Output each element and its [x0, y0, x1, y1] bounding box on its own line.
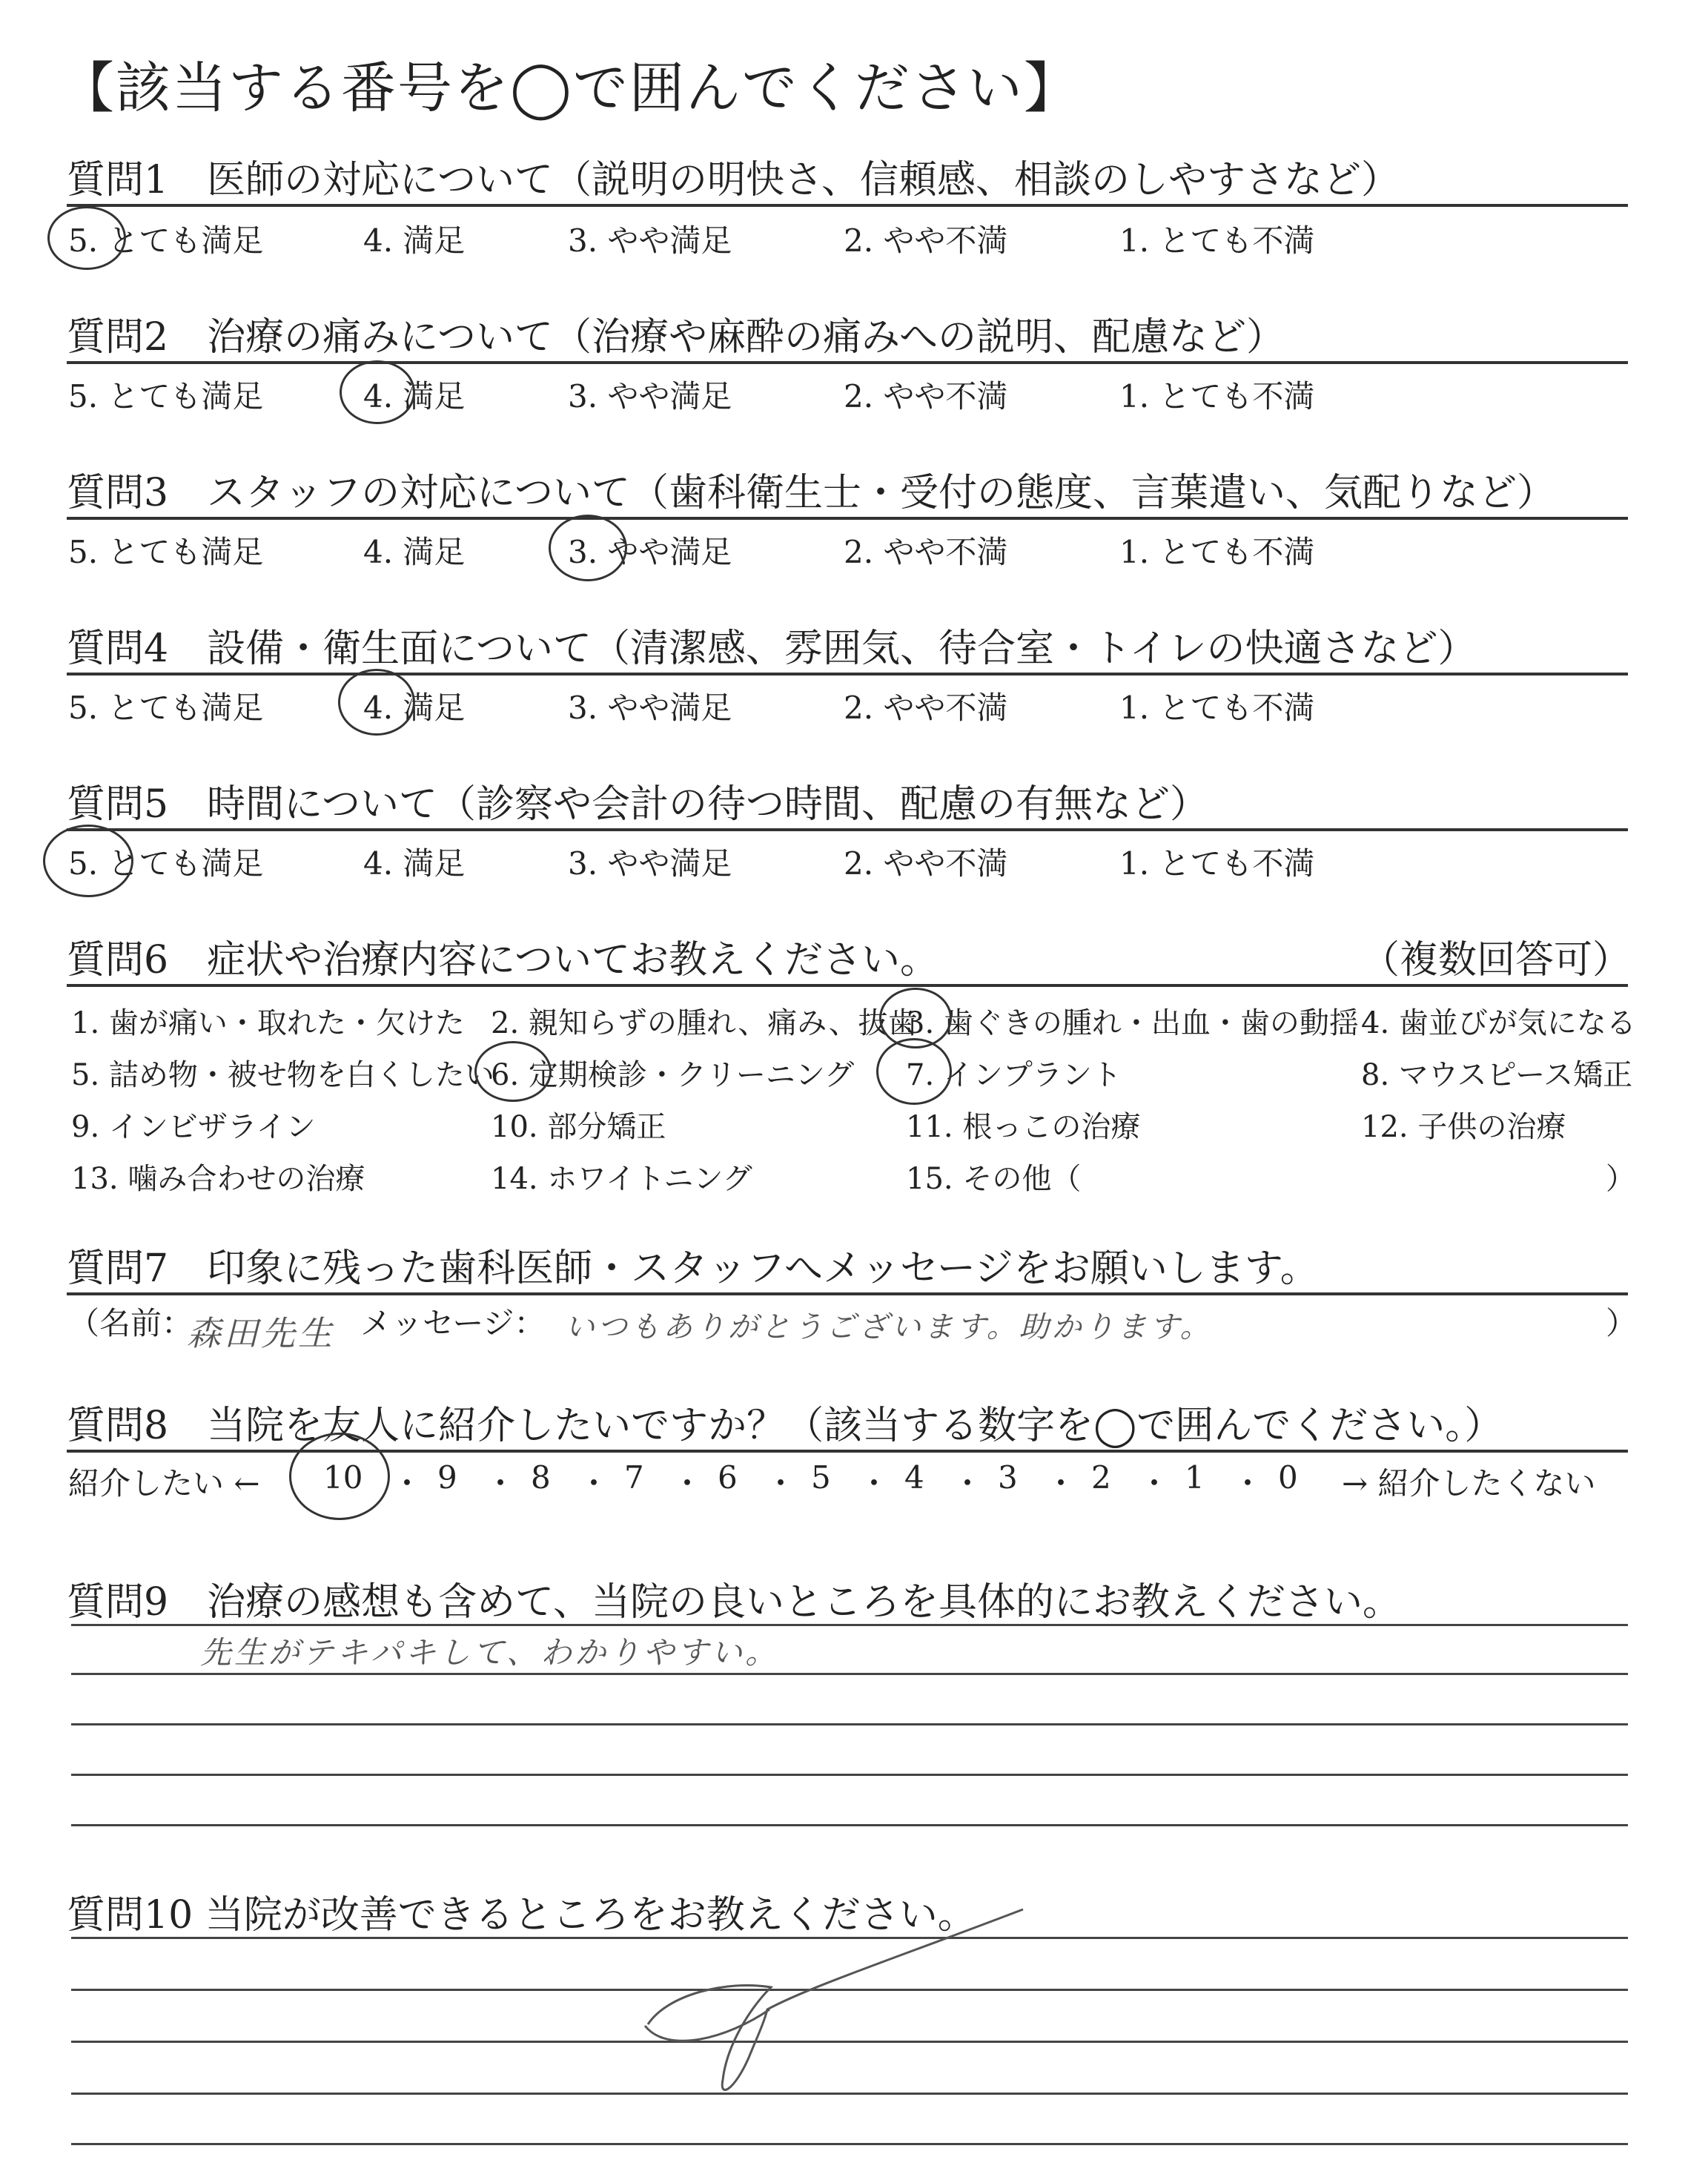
q3-option-2[interactable]: 2. やや不満	[844, 534, 1008, 570]
q3-option-3[interactable]: 3. やや満足	[568, 534, 732, 570]
divider	[67, 517, 1628, 520]
divider	[67, 828, 1628, 831]
selection-circle	[474, 1041, 552, 1102]
answer-line	[71, 1673, 1628, 1675]
q6-option-15[interactable]: 15. その他（	[906, 1162, 1082, 1196]
q3-option-4[interactable]: 4. 満足	[363, 534, 466, 570]
question-5-title: 質問5 時間について（診察や会計の待つ時間、配慮の有無など）	[67, 782, 1209, 827]
q2-option-4[interactable]: 4. 満足	[363, 378, 466, 415]
question-8-title: 質問8 当院を友人に紹介したいですか？（該当する数字を◯で囲んでください。）	[67, 1404, 1503, 1448]
scale-dot: ・	[1232, 1465, 1264, 1502]
not-recommend-label: → 紹介したくない	[1342, 1465, 1596, 1502]
q6-option-8[interactable]: 8. マウスピース矯正	[1361, 1058, 1633, 1092]
question-10-title: 質問10 当院が改善できるところをお教えください。	[67, 1893, 976, 1938]
divider	[67, 361, 1628, 364]
scale-3[interactable]: 3	[998, 1459, 1018, 1496]
q2-option-5[interactable]: 5. とても満足	[68, 378, 264, 415]
selection-circle	[43, 825, 133, 897]
q1-option-3[interactable]: 3. やや満足	[568, 222, 732, 259]
recommend-label: 紹介したい ←	[68, 1465, 260, 1502]
scale-dot: ・	[858, 1465, 890, 1502]
q4-option-4[interactable]: 4. 満足	[363, 690, 466, 726]
answer-line	[71, 1824, 1628, 1826]
scale-dot: ・	[578, 1465, 610, 1502]
scale-dot: ・	[391, 1465, 423, 1502]
q5-option-5[interactable]: 5. とても満足	[68, 845, 264, 882]
q1-option-4[interactable]: 4. 満足	[363, 222, 466, 259]
answer-line	[71, 1774, 1628, 1776]
q2-option-3[interactable]: 3. やや満足	[568, 378, 732, 415]
scale-8[interactable]: 8	[531, 1459, 551, 1496]
answer-line	[71, 1723, 1628, 1725]
divider	[67, 204, 1628, 207]
q5-option-4[interactable]: 4. 満足	[363, 845, 466, 882]
question-7-title: 質問7 印象に残った歯科医師・スタッフへメッセージをお願いします。	[67, 1246, 1319, 1291]
q5-option-3[interactable]: 3. やや満足	[568, 845, 732, 882]
question-6-title: 質問6 症状や治療内容についてお教えください。	[67, 938, 939, 982]
q4-option-3[interactable]: 3. やや満足	[568, 690, 732, 726]
scale-0[interactable]: 0	[1278, 1459, 1298, 1496]
q1-option-2[interactable]: 2. やや不満	[844, 222, 1008, 259]
question-9-title: 質問9 治療の感想も含めて、当院の良いところを具体的にお教えください。	[67, 1580, 1402, 1625]
selection-circle	[47, 206, 126, 270]
q6-option-5[interactable]: 5. 詰め物・被せ物を白くしたい	[71, 1058, 494, 1092]
message-label: メッセージ：	[360, 1305, 546, 1341]
message-close: ）	[1606, 1305, 1638, 1341]
divider	[67, 1292, 1628, 1295]
message-handwritten[interactable]: いつもありがとうございます。助かります。	[565, 1310, 1213, 1344]
scale-1[interactable]: 1	[1185, 1459, 1205, 1496]
question-4-title: 質問4 設備・衛生面について（清潔感、雰囲気、待合室・トイレの快適さなど）	[67, 627, 1477, 671]
answer-line	[71, 2143, 1628, 2145]
selection-circle	[338, 669, 415, 736]
scale-9[interactable]: 9	[437, 1459, 457, 1496]
q6-option-13[interactable]: 13. 噛み合わせの治療	[71, 1162, 365, 1196]
q2-option-1[interactable]: 1. とても不満	[1119, 378, 1315, 415]
question-2-title: 質問2 治療の痛みについて（治療や麻酔の痛みへの説明、配慮など）	[67, 315, 1285, 360]
selection-circle	[876, 1038, 952, 1105]
q4-option-1[interactable]: 1. とても不満	[1119, 690, 1315, 726]
q6-option-7[interactable]: 7. インプラント	[906, 1058, 1122, 1092]
scale-10[interactable]: 10	[323, 1459, 363, 1496]
q6-option-3[interactable]: 3. 歯ぐきの腫れ・出血・歯の動揺	[906, 1006, 1359, 1040]
name-handwritten[interactable]: 森田先生	[187, 1313, 335, 1353]
q6-option-6[interactable]: 6. 定期検診・クリーニング	[491, 1058, 855, 1092]
page-heading: 【該当する番号を◯で囲んでください】	[59, 56, 1080, 120]
scale-dot: ・	[1045, 1465, 1077, 1502]
q2-option-2[interactable]: 2. やや不満	[844, 378, 1008, 415]
q3-option-1[interactable]: 1. とても不満	[1119, 534, 1315, 570]
divider	[67, 673, 1628, 676]
scale-dot: ・	[672, 1465, 704, 1502]
question-1-title: 質問1 医師の対応について（説明の明快さ、信頼感、相談のしやすさなど）	[67, 158, 1400, 202]
q6-option-11[interactable]: 11. 根っこの治療	[906, 1110, 1141, 1144]
selection-circle	[549, 515, 627, 581]
q6-option-12[interactable]: 12. 子供の治療	[1361, 1110, 1566, 1144]
q1-option-1[interactable]: 1. とても不満	[1119, 222, 1315, 259]
scale-5[interactable]: 5	[811, 1459, 831, 1496]
question-3-title: 質問3 スタッフの対応について（歯科衛生士・受付の態度、言葉遣い、気配りなど）	[67, 471, 1556, 515]
scale-6[interactable]: 6	[718, 1459, 738, 1496]
q4-option-5[interactable]: 5. とても満足	[68, 690, 264, 726]
selection-circle	[289, 1433, 390, 1520]
divider	[67, 984, 1628, 987]
q4-option-2[interactable]: 2. やや不満	[844, 690, 1008, 726]
q6-option-14[interactable]: 14. ホワイトニング	[491, 1162, 752, 1196]
name-label: （名前：	[68, 1305, 193, 1341]
scale-dot: ・	[765, 1465, 797, 1502]
scale-7[interactable]: 7	[624, 1459, 644, 1496]
q1-option-5[interactable]: 5. とても満足	[68, 222, 264, 259]
multiple-answers-note: （複数回答可）	[1361, 938, 1632, 982]
strikethrough-scribble	[638, 1898, 1053, 2121]
q6-option-10[interactable]: 10. 部分矯正	[491, 1110, 666, 1144]
scale-4[interactable]: 4	[904, 1459, 924, 1496]
q6-option-9[interactable]: 9. インビザライン	[71, 1110, 316, 1144]
q5-option-1[interactable]: 1. とても不満	[1119, 845, 1315, 882]
selection-circle	[340, 360, 415, 424]
q6-other-close: ）	[1606, 1162, 1635, 1196]
scale-dot: ・	[952, 1465, 984, 1502]
q6-option-4[interactable]: 4. 歯並びが気になる	[1361, 1006, 1636, 1040]
q3-option-5[interactable]: 5. とても満足	[68, 534, 264, 570]
q6-option-2[interactable]: 2. 親知らずの腫れ、痛み、抜歯	[491, 1006, 918, 1040]
scale-2[interactable]: 2	[1091, 1459, 1111, 1496]
q9-handwritten-answer[interactable]: 先生がテキパキして、わかりやすい。	[200, 1634, 780, 1671]
q6-option-1[interactable]: 1. 歯が痛い・取れた・欠けた	[71, 1006, 465, 1040]
q5-option-2[interactable]: 2. やや不満	[844, 845, 1008, 882]
answer-line	[71, 1624, 1628, 1626]
scale-dot: ・	[485, 1465, 517, 1502]
scale-dot: ・	[1139, 1465, 1171, 1502]
